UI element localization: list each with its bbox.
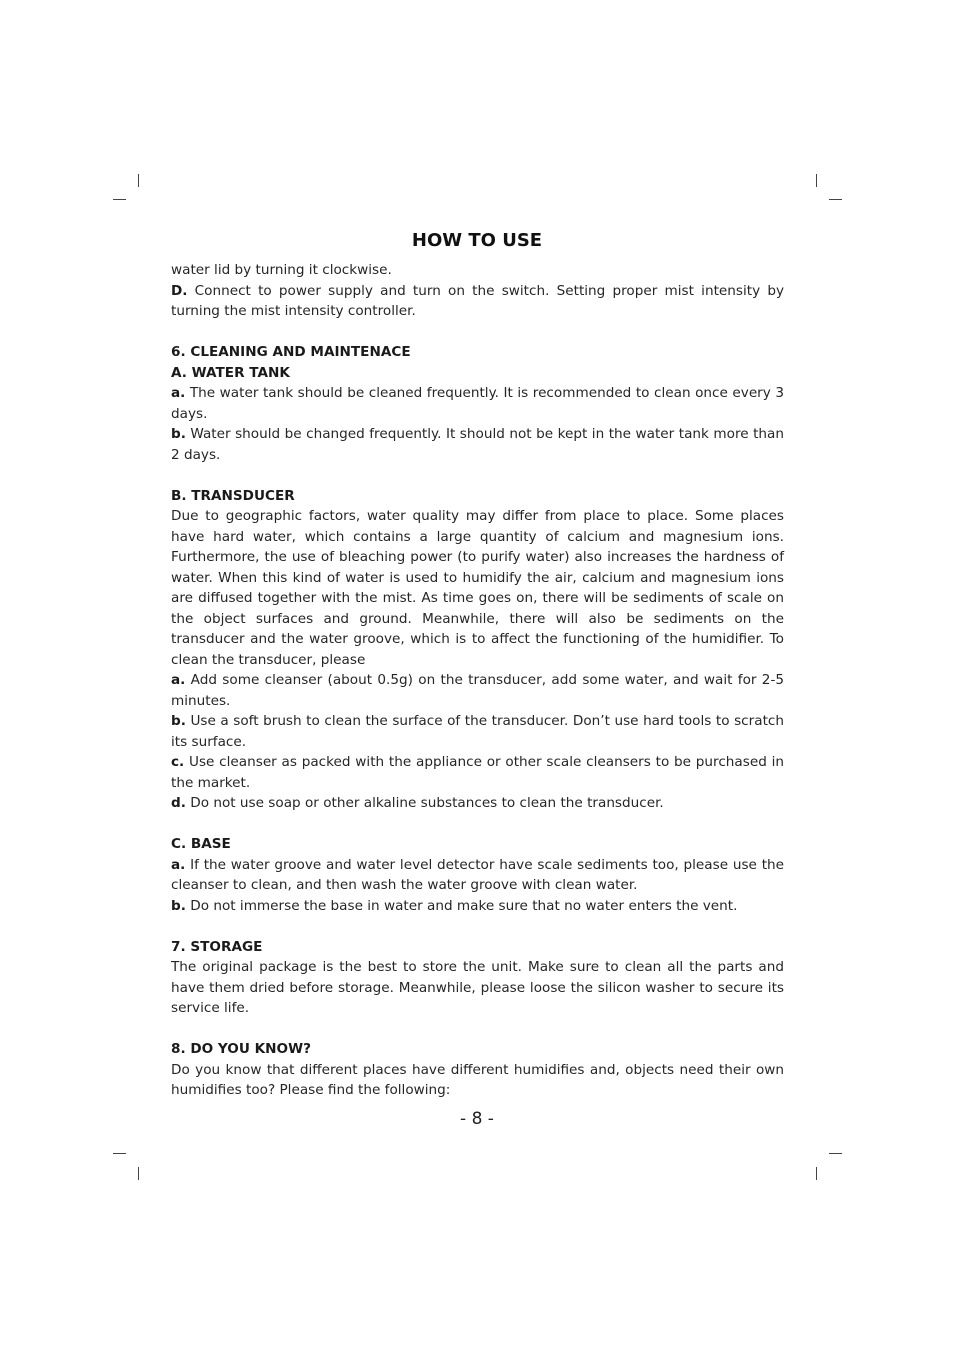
item-label: d. bbox=[171, 795, 186, 811]
item-text: Do not immerse the base in water and make sure that no water enters the vent. bbox=[185, 897, 738, 914]
crop-mark-top-right-horizontal bbox=[829, 199, 842, 200]
item-text: Do not use soap or other alkaline substances to clean the transducer. bbox=[185, 795, 664, 811]
page-number: - 8 - bbox=[460, 1109, 494, 1129]
crop-mark-top-left-vertical bbox=[138, 174, 139, 187]
list-item bbox=[171, 793, 784, 814]
page-title: HOW TO USE bbox=[411, 230, 543, 251]
item-label: a. bbox=[171, 385, 186, 401]
subsection-heading-base: C. BASE bbox=[171, 836, 231, 852]
transducer-paragraph: Due to geographic factors, water quality may differ from place to place. Some places have hard water, which contains a large quantity of calcium and magnesium ions. Furthermore, the use of bleaching power (to purify water) also increases the hardness of water. When this kind of water is used to humidify the air, calcium and magnesium ions are diffused together with the mist. As time goes on, there will be sediments of scale on the object surfaces and ground. Meanwhile, there will also be sediments on the transducer and the water groove, which is to affect the functioning of the humidifier. To clean the transducer, please bbox=[171, 508, 784, 668]
list-item bbox=[171, 855, 784, 896]
list-item bbox=[171, 711, 784, 752]
step-text: Connect to power supply and turn on the switch. Setting proper mist intensity by turning the mist intensity controller. bbox=[171, 282, 784, 319]
item-label: c. bbox=[171, 754, 185, 770]
item-label: b. bbox=[171, 897, 186, 914]
list-item bbox=[171, 896, 784, 917]
section-heading-cleaning: 6. CLEANING AND MAINTENACE bbox=[171, 344, 411, 360]
crop-mark-bottom-left-vertical bbox=[138, 1167, 139, 1180]
item-label: b. bbox=[171, 713, 186, 729]
crop-mark-top-right-vertical bbox=[816, 174, 817, 187]
item-text: Water should be changed frequently. It should not be kept in the water tank more than 2 days. bbox=[171, 426, 784, 463]
step-label: D. bbox=[171, 282, 188, 299]
storage-paragraph: The original package is the best to store the unit. Make sure to clean all the parts and have them dried before storage. Meanwhile, please loose the silicon washer to secure its service life. bbox=[171, 959, 784, 1016]
item-text: Use a soft brush to clean the surface of the transducer. Don’t use hard tools to scratch its surface. bbox=[171, 713, 784, 750]
item-label: a. bbox=[171, 856, 186, 873]
intro-step-d bbox=[171, 281, 784, 322]
subsection-heading-transducer: B. TRANSDUCER bbox=[171, 487, 295, 504]
intro-continuation: water lid by turning it clockwise. bbox=[171, 262, 392, 278]
crop-mark-bottom-right-vertical bbox=[816, 1167, 817, 1180]
section-heading-storage: 7. STORAGE bbox=[171, 938, 263, 955]
list-item bbox=[171, 383, 784, 424]
list-item bbox=[171, 752, 784, 793]
item-text: The water tank should be cleaned frequently. It is recommended to clean once every 3 days. bbox=[171, 385, 784, 422]
list-item bbox=[171, 424, 784, 465]
item-text: If the water groove and water level detector have scale sediments too, please use the cleanser to clean, and then wash the water groove with clean water. bbox=[171, 856, 784, 893]
page-content bbox=[171, 260, 784, 1101]
crop-mark-bottom-left-horizontal bbox=[113, 1153, 126, 1154]
list-item bbox=[171, 670, 784, 711]
item-text: Add some cleanser (about 0.5g) on the transducer, add some water, and wait for 2-5 minutes. bbox=[171, 672, 784, 709]
section-heading-do-you-know: 8. DO YOU KNOW? bbox=[171, 1041, 311, 1057]
item-label: a. bbox=[171, 672, 186, 688]
item-label: b. bbox=[171, 426, 186, 442]
item-text: Use cleanser as packed with the appliance or other scale cleansers to be purchased in the market. bbox=[171, 754, 784, 791]
do-you-know-paragraph: Do you know that different places have different humidifies and, objects need their own humidifies too? Please find the following: bbox=[171, 1061, 784, 1098]
crop-mark-bottom-right-horizontal bbox=[829, 1153, 842, 1154]
subsection-heading-water-tank: A. WATER TANK bbox=[171, 364, 290, 381]
crop-mark-top-left-horizontal bbox=[113, 199, 126, 200]
